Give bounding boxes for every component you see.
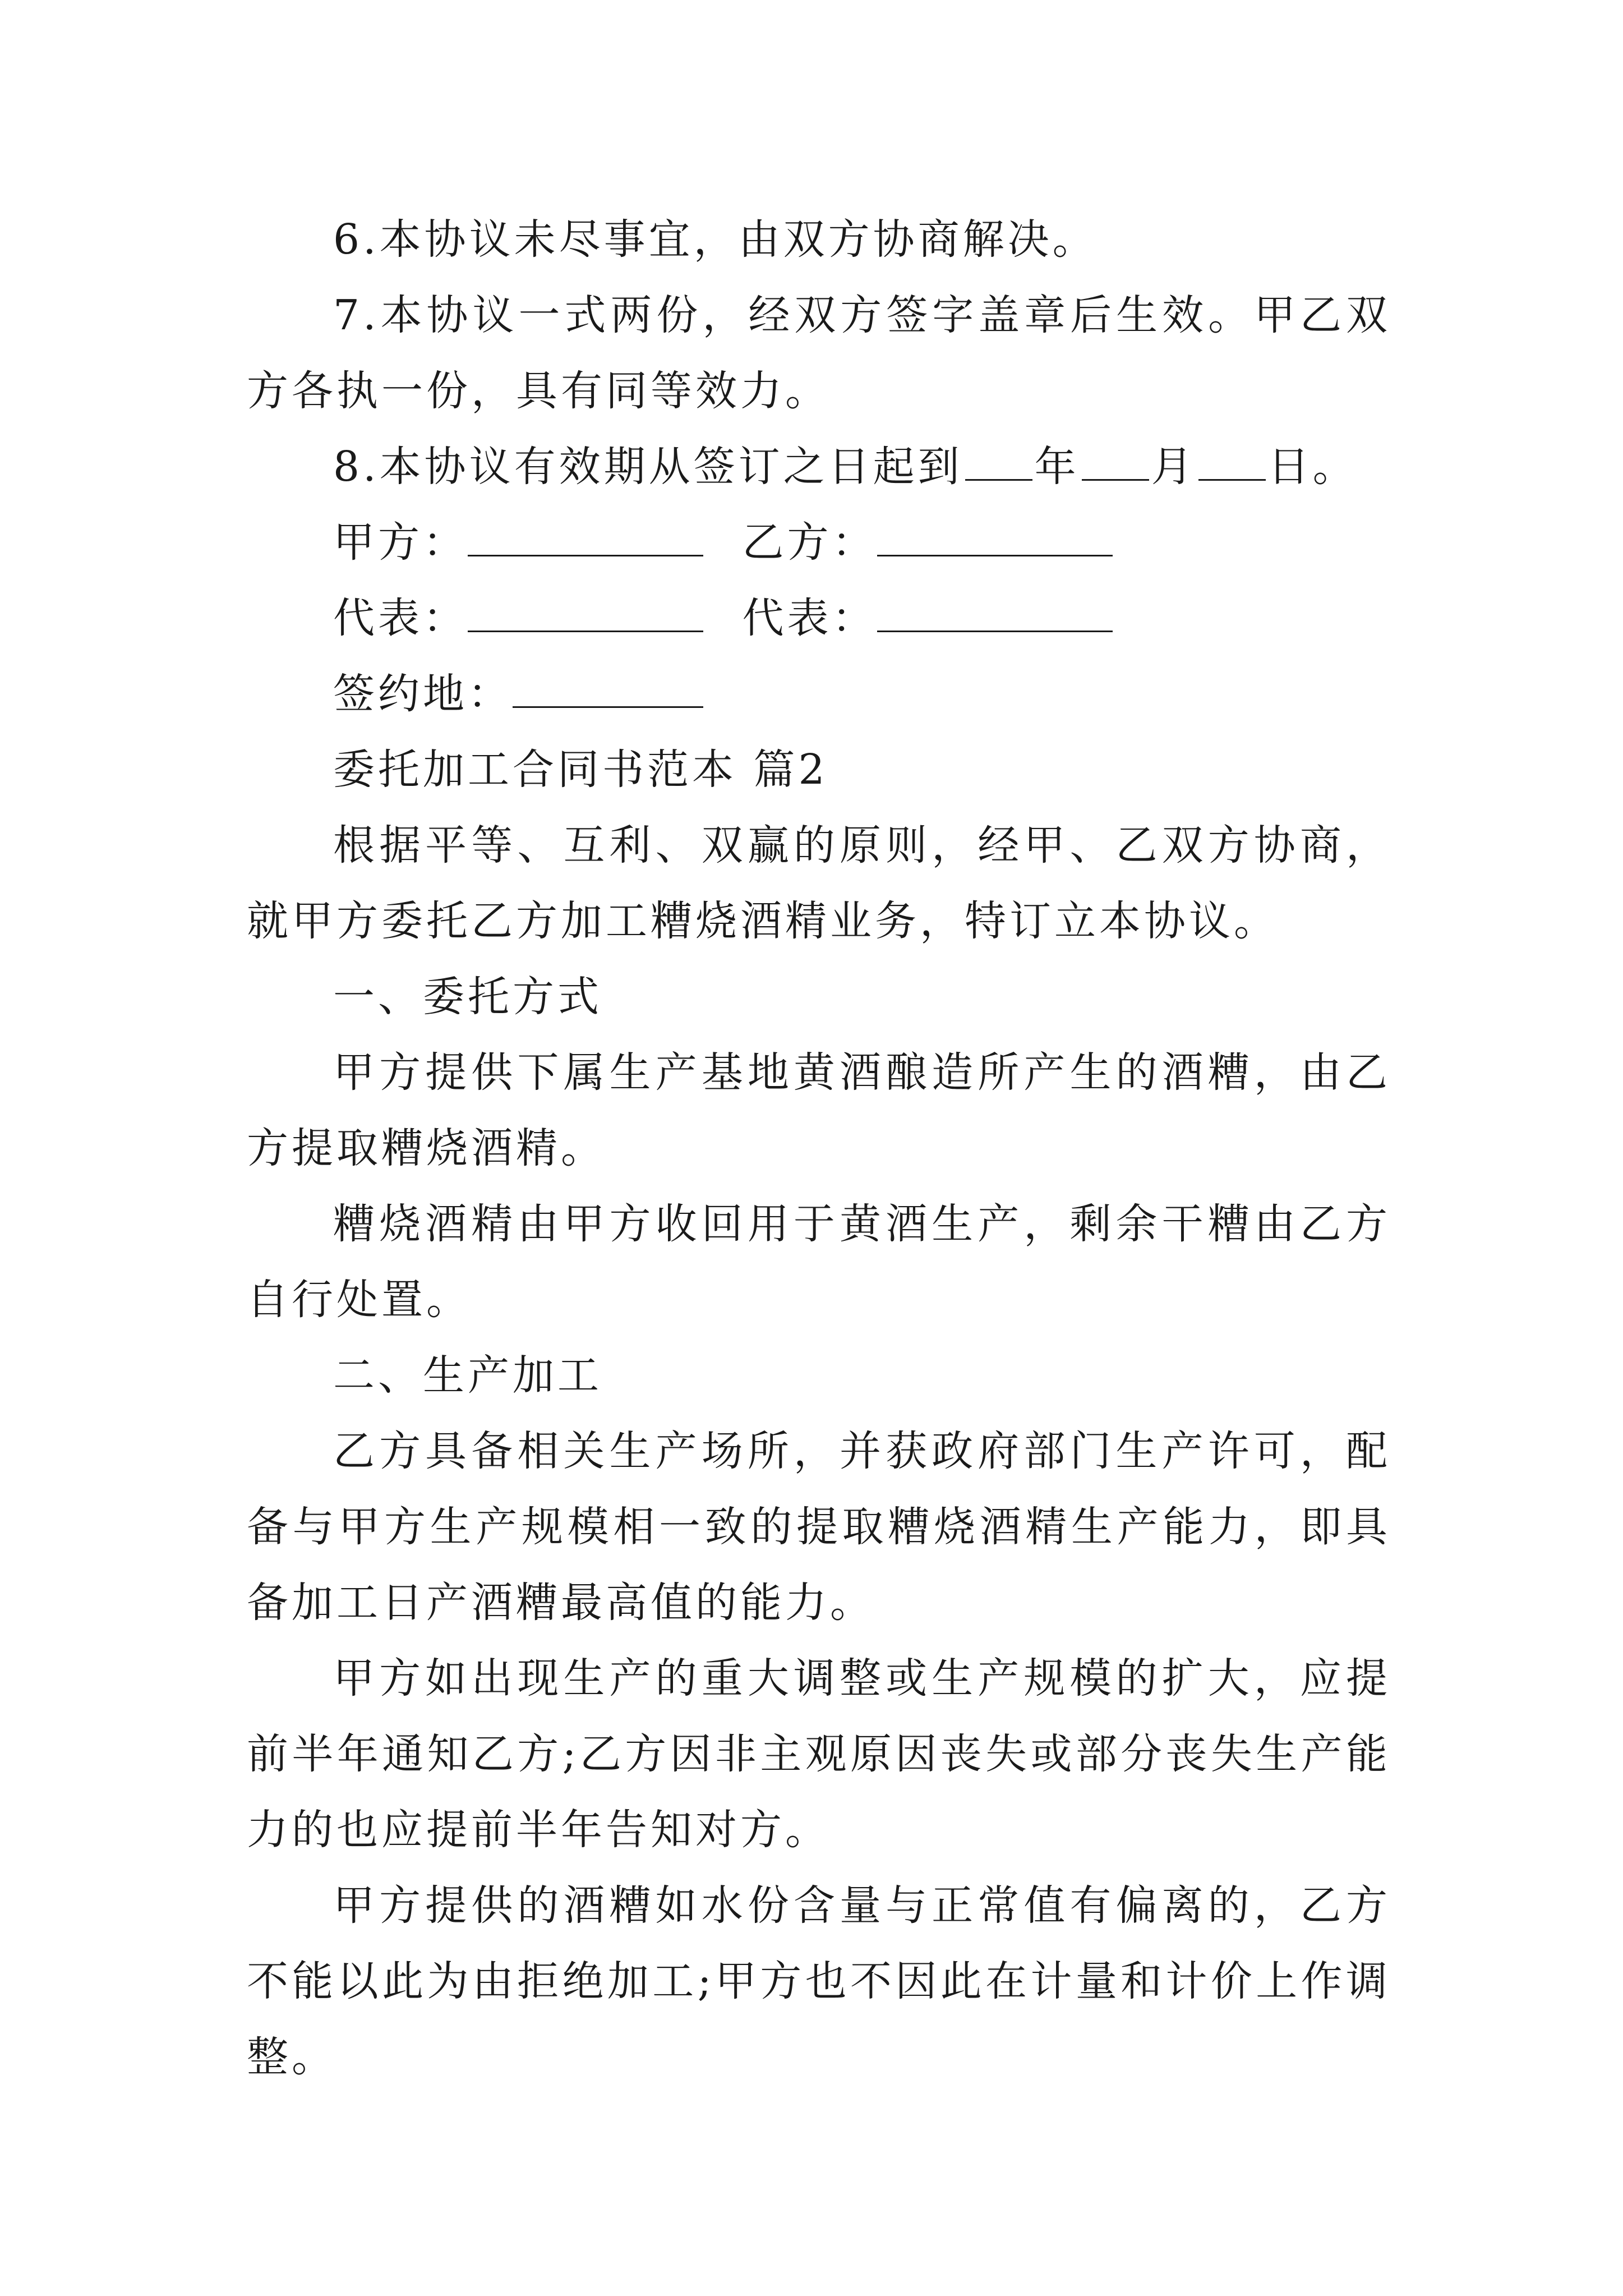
day-blank (1198, 440, 1266, 481)
year-blank (965, 440, 1032, 481)
document-body (247, 202, 1391, 2095)
year-label: 年 (1034, 443, 1080, 491)
section-intro: 根据平等、互利、双赢的原则，经甲、乙双方协商，就甲方委托乙方加工糟烧酒精业务，特订立本协议。 (247, 821, 1391, 945)
paragraph-1: 甲方提供下属生产基地黄酒酿造所产生的酒糟，由乙方提取糟烧酒精。 (247, 1048, 1391, 1172)
party-a-blank (468, 516, 703, 556)
party-b-label: 乙方： (742, 518, 877, 567)
paragraph-2: 糟烧酒精由甲方收回用于黄酒生产，剩余干糟由乙方自行处置。 (247, 1200, 1391, 1324)
section-title: 委托加工合同书范本 篇2 (333, 746, 828, 794)
paragraph-4: 甲方如出现生产的重大调整或生产规模的扩大，应提前半年通知乙方;乙方因非主观原因丧失或部分丧失生产能力的也应提前半年告知对方。 (247, 1654, 1391, 1854)
party-a-label: 甲方： (333, 518, 468, 567)
rep-a-label: 代表： (333, 594, 468, 642)
signature-parties-row (247, 505, 1391, 581)
paragraph-5: 甲方提供的酒糟如水份含量与正常值有偏离的，乙方不能以此为由拒绝加工;甲方也不因此在计量和计价上作调整。 (247, 1881, 1391, 2081)
clause-8-text: 8.本协议有效期从签订之日起到 (333, 443, 963, 491)
signature-reps-row (247, 581, 1391, 656)
heading-delegation-method: 一、委托方式 (333, 973, 602, 1021)
clause-8 (247, 429, 1391, 505)
rep-a-blank (468, 591, 703, 632)
rep-b-blank (877, 591, 1113, 632)
clause-7: 7.本协议一式两份，经双方签字盖章后生效。甲乙双方各执一份，具有同等效力。 (247, 291, 1391, 415)
day-label: 日。 (1267, 443, 1358, 491)
signing-place-row (247, 656, 1391, 732)
month-blank (1082, 440, 1149, 481)
heading-production: 二、生产加工 (333, 1351, 602, 1400)
signing-place-blank (513, 667, 703, 708)
party-b-blank (877, 516, 1113, 556)
rep-b-label: 代表： (742, 594, 877, 642)
signing-place-label: 签约地： (333, 670, 513, 718)
paragraph-3: 乙方具备相关生产场所，并获政府部门生产许可，配备与甲方生产规模相一致的提取糟烧酒精生产能力，即具备加工日产酒糟最高值的能力。 (247, 1427, 1391, 1627)
month-label: 月 (1151, 443, 1196, 491)
clause-6: 6.本协议未尽事宜，由双方协商解决。 (333, 215, 1098, 264)
